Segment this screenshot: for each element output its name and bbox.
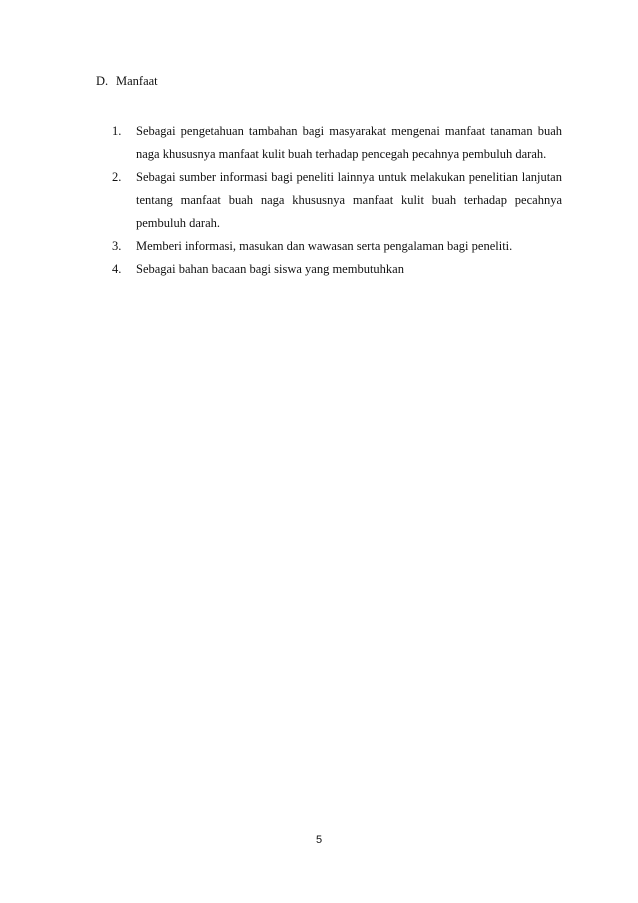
list-item [112,258,562,281]
list-item-number: 3. [112,239,122,253]
benefits-list [112,120,562,281]
list-item-number: 1. [112,124,122,138]
list-item [112,120,562,166]
section-title: Manfaat [116,74,158,88]
list-item-number: 2. [112,170,122,184]
list-item [112,166,562,235]
list-item [112,235,562,258]
list-item-text: Sebagai bahan bacaan bagi siswa yang membutuhkan [136,262,404,276]
list-item-number: 4. [112,262,122,276]
page-number: 5 [315,834,323,846]
section-letter: D. [96,74,109,88]
section-heading [96,72,158,90]
list-item-text: Sebagai sumber informasi bagi peneliti lainnya untuk melakukan penelitian lanjutan tentang manfaat buah naga khususnya manfaat kulit buah terhadap pecahnya pembuluh darah. [136,170,562,230]
list-item-text: Sebagai pengetahuan tambahan bagi masyarakat mengenai manfaat tanaman buah naga khususnya manfaat kulit buah terhadap pencegah pecahnya pembuluh darah. [136,124,562,161]
list-item-text: Memberi informasi, masukan dan wawasan serta pengalaman bagi peneliti. [136,239,513,253]
